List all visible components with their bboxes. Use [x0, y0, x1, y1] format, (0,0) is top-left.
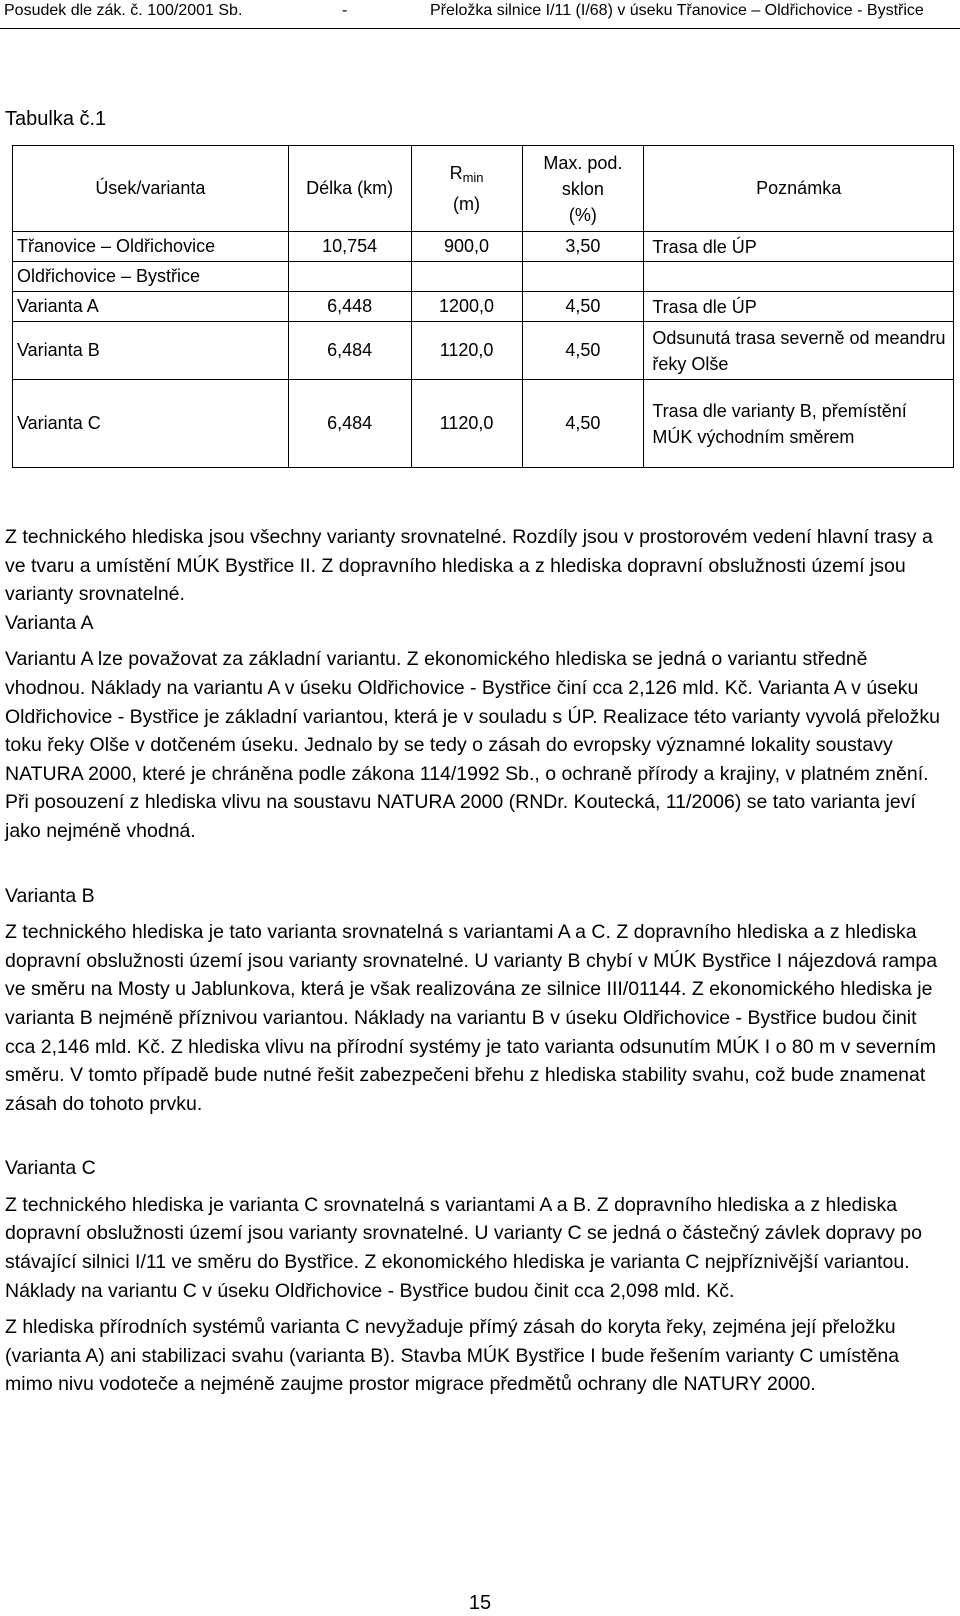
variants-table — [12, 145, 954, 468]
rmin-main: R — [449, 163, 463, 183]
row-note: Odsunutá trasa severně od meandru řeky Olše — [644, 322, 954, 380]
row-slope: 4,50 — [522, 380, 644, 468]
row-name: Varianta B — [13, 322, 289, 380]
row-name: Oldřichovice – Bystřice — [13, 262, 289, 292]
page-number: 15 — [468, 1592, 492, 1614]
row-length: 6,448 — [288, 292, 411, 322]
table-row — [13, 380, 954, 468]
variant-a-paragraph: Variantu A lze považovat za základní variantu. Z ekonomického hlediska se jedná o variantu středně vhodnou. Náklady na variantu A v úseku Oldřichovice - Bystřice činí cca 2,126 mld. Kč. Varianta A v úseku Oldřichovice - Bystřice je základní variantou, která je v souladu s ÚP. Realizace této varianty vyvolá přeložku toku řeky Olše v dotčeném úseku. Jednalo by se tedy o zásah do evropsky významné lokality soustavy NATURA 2000, které je chráněna podle zákona 114/1992 Sb., o ochraně přírody a krajiny, v platném znění. Při posouzení z hlediska vlivu na soustavu NATURA 2000 (RNDr. Koutecká, 11/2006) se tato varianta jeví jako nejméně vhodná. — [5, 648, 940, 842]
row-slope — [522, 262, 644, 292]
header-cell-section: Úsek/varianta — [13, 146, 289, 232]
row-length: 6,484 — [288, 322, 411, 380]
variant-c-heading: Varianta C — [5, 1157, 96, 1180]
row-length — [288, 262, 411, 292]
row-slope: 4,50 — [522, 322, 644, 380]
variant-b-paragraph: Z technického hlediska je tato varianta srovnatelná s variantami A a C. Z dopravního hlediska a z hlediska dopravní obslužnosti území jsou varianty srovnatelné. U varianty B chybí v MÚK Bystřice I nájezdová rampa ve směru na Mosty u Jablunkova, která je však realizována ze silnice III/01144. Z ekonomického hlediska je varianta B nejméně příznivou variantou. Náklady na variantu B v úseku Oldřichovice - Bystřice budou činit cca 2,146 mld. Kč. Z hlediska vlivu na přírodní systémy je tato varianta odsunutím MÚK I o 80 m v severním směru. V tomto případě bude nutné řešit zabezpečeni břehu z hlediska stability svahu, což bude znamenat zásah do tohoto prvku. — [5, 921, 938, 1115]
row-length: 10,754 — [288, 232, 411, 262]
rmin-subscript: min — [462, 170, 484, 185]
variant-b-heading: Varianta B — [5, 884, 95, 907]
table-row — [13, 262, 954, 292]
table-row — [13, 292, 954, 322]
table-row — [13, 232, 954, 262]
variant-c-paragraph-1: Z technického hlediska je varianta C srovnatelná s variantami A a B. Z dopravního hlediska a z hlediska dopravní obslužnosti území jsou varianty srovnatelné. U varianty C se jedná o částečný závlek dopravy po stávající silnici I/11 ve směru do Bystřice. Z ekonomického hlediska je varianta C nejpříznivější variantou. Náklady na variantu C v úseku Oldřichovice - Bystřice budou činit cca 2,098 mld. Kč. — [5, 1193, 922, 1302]
row-length: 6,484 — [288, 380, 411, 468]
row-name: Varianta C — [13, 380, 289, 468]
header-cell-note: Poznámka — [644, 146, 954, 232]
slope-line1: Max. pod. — [543, 152, 623, 173]
row-rmin: 1120,0 — [411, 322, 522, 380]
variant-c-paragraph-2: Z hlediska přírodních systémů varianta C nevyžaduje přímý zásah do koryta řeky, zejména její přeložku (varianta A) ani stabilizaci svahu (varianta B). Stavba MÚK Bystřice I bude řešením varianty C umístěna mimo nivu vodoteče a nejméně zaujme prostor migrace předmětů ochrany dle NATURY 2000. — [5, 1316, 900, 1396]
row-note: Trasa dle varianty B, přemístění MÚK východním směrem — [644, 380, 954, 468]
slope-unit: (%) — [568, 204, 597, 225]
intro-paragraph: Z technického hlediska jsou všechny varianty srovnatelné. Rozdíly jsou v prostorovém vedení hlavní trasy a ve tvaru a umístění MÚK Bystřice II. Z dopravního hlediska a z hlediska dopravní obslužnosti území jsou varianty srovnatelné. — [5, 526, 933, 606]
row-note: Trasa dle ÚP — [644, 232, 954, 262]
header-separator: - — [342, 2, 348, 19]
page-header — [0, 2, 960, 24]
header-left: Posudek dle zák. č. 100/2001 Sb. — [4, 2, 243, 19]
header-rule — [0, 28, 960, 29]
header-cell-slope — [522, 146, 644, 232]
header-cell-rmin — [411, 146, 522, 232]
table-caption: Tabulka č.1 — [5, 108, 107, 130]
table-header-row — [13, 146, 954, 232]
row-rmin: 1200,0 — [411, 292, 522, 322]
row-slope: 3,50 — [522, 232, 644, 262]
body-text — [5, 523, 950, 1399]
row-slope: 4,50 — [522, 292, 644, 322]
slope-line2: sklon — [561, 178, 604, 199]
row-rmin — [411, 262, 522, 292]
header-cell-length: Délka (km) — [288, 146, 411, 232]
row-note: Trasa dle ÚP — [644, 292, 954, 322]
row-rmin: 900,0 — [411, 232, 522, 262]
rmin-unit: (m) — [453, 194, 481, 214]
row-note — [644, 262, 954, 292]
header-right: Přeložka silnice I/11 (I/68) v úseku Třanovice – Oldřichovice - Bystřice — [430, 2, 924, 19]
row-name: Varianta A — [13, 292, 289, 322]
row-rmin: 1120,0 — [411, 380, 522, 468]
table-row — [13, 322, 954, 380]
row-name: Třanovice – Oldřichovice — [13, 232, 289, 262]
variant-a-heading: Varianta A — [5, 611, 94, 634]
